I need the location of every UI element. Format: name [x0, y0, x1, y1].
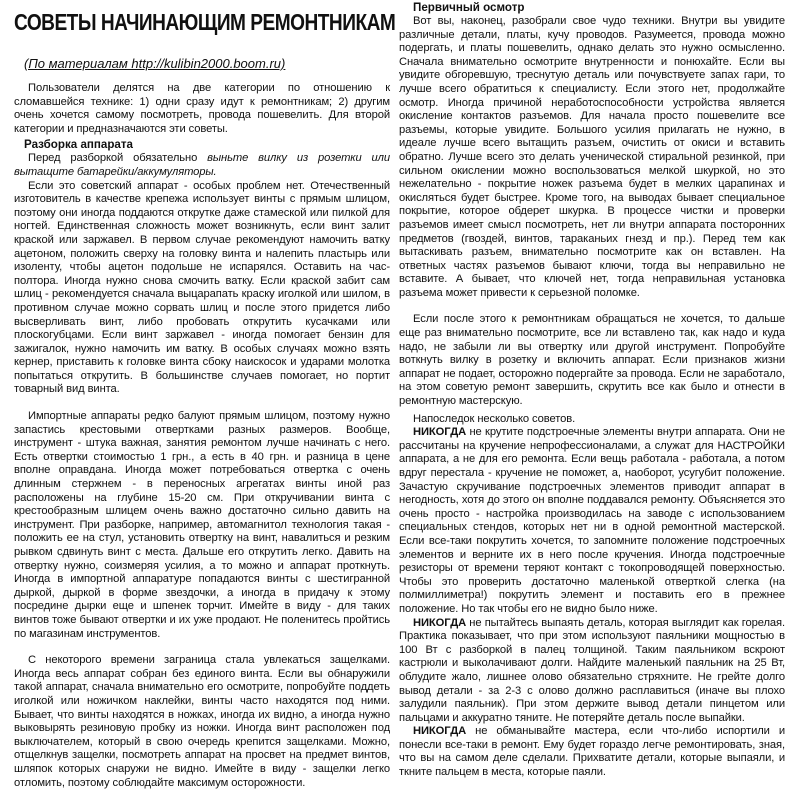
- paragraph-unplug: [14, 152, 390, 179]
- unplug-lead: Перед разборкой обязательно: [28, 152, 208, 165]
- paragraph-imported-devices: Импортные аппараты редко балуют прямым шлицом, поэтому нужно запастись крестовыми отвертками разных размеров. Вообще, инструмент - штука важная, занятия ремонтом лучше начинать с него. Есть отвертки стоимостью 1 грн., а есть в 40 грн. и разница в цене вполне оправдана. Иногда может потребоваться отвертка с очень длинным стержнем - в переносных агрегатах винты иной раз расположены на глубине 15-20 см. При откручивании винта с крестообразным шлицем очень важно достаточно сильно давить на инструмент. При разборке, например, автомагнитол технология такая - положить ее на стул, установить отвертку на винт, навалиться и резким рывком сдвинуть винт с места. Дальше его открутить легко. Давить на отвертку нужно, соизмеряя усилия, а то можно и аппарат проткнуть. Иногда в импортной аппаратуре попадаются винты с шестигранной дыркой, дыркой в форме звездочки, а иногда в придачу к этому посредине дырки еще и шпенек торчит. Имейте в виду - для таких винтов тоже бывают отвертки и их уже продают. Не поленитесь пройтись по магазинам инструментов.: [14, 410, 390, 640]
- tip-honesty: [399, 725, 785, 779]
- section-heading-disassembly: Разборка аппарата: [24, 138, 133, 152]
- intro-paragraph: Пользователи делятся на две категории по отношению к сломавшейся технике: 1) одни сразу идут к ремонтникам; 2) другим очень хочется самому посмотреть, провода пошевелить. Для второй категории и предназначаются эти советы.: [14, 82, 390, 135]
- tip-trimmers-text: не крутите подстроечные элементы внутри аппарата. Они не рассчитаны на кручение непрофессионалами, а служат для НАСТРОЙКИ аппарата, а не для его ремонта. Если вещь работала - работала, а потом вдруг перестала - кручение не поможет, а, наоборот, усугубит положение. Зачастую скручивание подстроечных элементов приводит аппарат в негодность, хотя до этого он вполне поддавался ремонту. Объясняется это очень просто - настройка производилась на заводе с использованием специальных стендов, которых нет ни в одной ремонтной мастерской. Если все-таки покрутить хочется, то запомните положение подстроечных элементов и верните их в него после кручения. Иногда подстроечные резисторы от времени теряют контакт с токопроводящей поверхностью. Чтобы это проверить достаточно маленькой отверткой слегка (на полмиллиметра!) покрутить элемент и поставить его в прежнее положение. Но так чтобы его не видно было ниже.: [399, 426, 785, 615]
- tip-trimmers: [399, 426, 785, 616]
- tip-desoldering-keyword: НИКОГДА: [413, 616, 467, 629]
- tip-honesty-keyword: НИКОГДА: [413, 725, 467, 738]
- tip-desoldering-text: не пытайтесь выпаять деталь, которая выглядит как горелая. Практика показывает, что при этом используют паяльники мощностью в 100 Вт с разборкой в палец толщиной. Таким паяльником вскроют кастрюли и выколачивают долги. Найдите маленький паяльник на 25 Вт, облудите жало, лишнее олово обязательно стряхните. Не грейте долго вывод детали - за 2-3 с олово должно расплавиться (иначе вы плохо залудили паяльник). При этом держите вывод детали пинцетом или пальцами и аккуратно тяните. Не потеряйте деталь после выпайки.: [399, 616, 785, 724]
- paragraph-soviet-devices: Если это советский аппарат - особых проблем нет. Отечественный изготовитель в качестве крепежа использует винты с прямым шлицом, поэтому они иногда поддаются открутке даже стамеской или пилкой для ногтей. Единственная сложность может возникнуть, если винт залит краской или заржавел. В первом случае рекомендуют намочить ватку ацетоном, положить сверху на головку винта и налепить пластырь или изоленту, чтобы ацетон подольше не испарялся. Оставить на час-полтора. Иногда нужно снова смочить ватку. Если краской забит сам шлиц - рекомендуется сначала выцарапать краску иголкой или шилом, в противном случае можно сорвать шлиц и после этого придется либо высверливать винт, либо пробовать открутить кусачками или плоскогубцами. Если винт заржавел - иногда помогает бензин для зажигалок, нужно намочить им ватку. В особых случаях можно взять кернер, приставить к головке винта сбоку наискосок и ударами молотка попытаться открутить. В большинстве случаев помогает, но портит товарный вид винта.: [14, 179, 390, 396]
- source-link[interactable]: (По материалам http://kulibin2000.boom.ru): [24, 56, 286, 71]
- paragraph-tips-intro: Напоследок несколько советов.: [413, 412, 576, 425]
- right-column: [399, 0, 785, 780]
- tip-trimmers-keyword: НИКОГДА: [413, 426, 467, 439]
- paragraph-inspection: Вот вы, наконец, разобрали свое чудо техники. Внутри вы увидите различные детали, платы, кучу проводов. Разумеется, провода можно подергать, и платы пошевелить, однако делать это нужно осмысленно. Сначала внимательно осмотрите внутренности и понюхайте. Если вы увидите обгоревшую, треснутую деталь или почувствуете запах гари, то лучше всего обратиться к специалисту. Если этого нет, продолжайте осмотр. Иногда причиной неработоспособности устройства является окисление контактов разъемов. Для начала просто пошевелите все разъемы, которые увидите. Большого усилия прилагать не нужно, в идеале лучше всего вытащить разъем, очистить от окиси и вставить обратно. Лучше всего это делать ученической стиральной резинкой, при сильном окислении можно воспользоваться мелкой шкуркой, но это нежелательно - покрытие ножек разъема будет в мелких царапинах и окисляться будет быстрее. Кроме того, на выводах бывает специальное покрытие, которое обдерет шкурка. В процессе чистки и проверки разъемов имеет смысл посмотреть, нет ли внутри аппарата посторонних предметов (гвоздей, винтов, тараканьих гнезд и пр.). Перед тем как вытаскивать разъем, внимательно посмотрите как он вставлен. На ответных частях разъемов бывают ключи, тогда вы неправильно не вставите. А бывает, что ключей нет, тогда неправильная установка разъема может привести к серьезной поломке.: [399, 15, 785, 299]
- article-title: СОВЕТЫ НАЧИНАЮЩИМ РЕМОНТНИКАМ: [14, 9, 396, 35]
- tip-desoldering: [399, 617, 785, 726]
- section-heading-inspection: Первичный осмотр: [413, 1, 525, 14]
- tip-honesty-text: не обманывайте мастера, если что-либо испортили и понесли все-таки в ремонт. Ему будет гораздо легче ремонтировать, зная, что вы на самом деле сделали. Прихватите детали, которые выпаяли, и ткните пальцем в места, которые паяли.: [399, 725, 785, 779]
- paragraph-latches: С некоторого времени заграница стала увлекаться защелками. Иногда весь аппарат собран без единого винта. Если вы обнаружили такой аппарат, сначала внимательно его осмотрите, попробуйте поддеть иголкой или ножичком наклейки, винты часто находятся под ними. Бывает, что винты находятся в ножках, иногда их видно, а иногда нужно выковырять резиновую пробку из ножки. Иногда винт расположен под выключателем, который в свою очередь крепится защелками. Можно, отщелкнув защелки, посмотреть аппарат на просвет на предмет винтов, шляпок которых снаружи не видно. Имейте в виду - защелки легко отломить, поэтому соблюдайте максимум осторожности.: [14, 654, 390, 789]
- paragraph-after-inspection: Если после этого к ремонтникам обращаться не хочется, то дальше еще раз внимательно посмотрите, все ли вставлено так, как надо и куда надо, не забыли ли вы отвертку или другой инструмент. Попробуйте воткнуть вилку в розетку и включить аппарат. Если признаков жизни аппарат не подает, осторожно подергайте за провода. Если не заработало, на этом советую ремонт завершить, скрутить все как было и отнести в ремонтную мастерскую.: [399, 313, 785, 408]
- left-column: [14, 0, 396, 790]
- unplug-emphasis: выньте вилку из розетки или вытащите батарейки/аккумуляторы.: [14, 152, 390, 178]
